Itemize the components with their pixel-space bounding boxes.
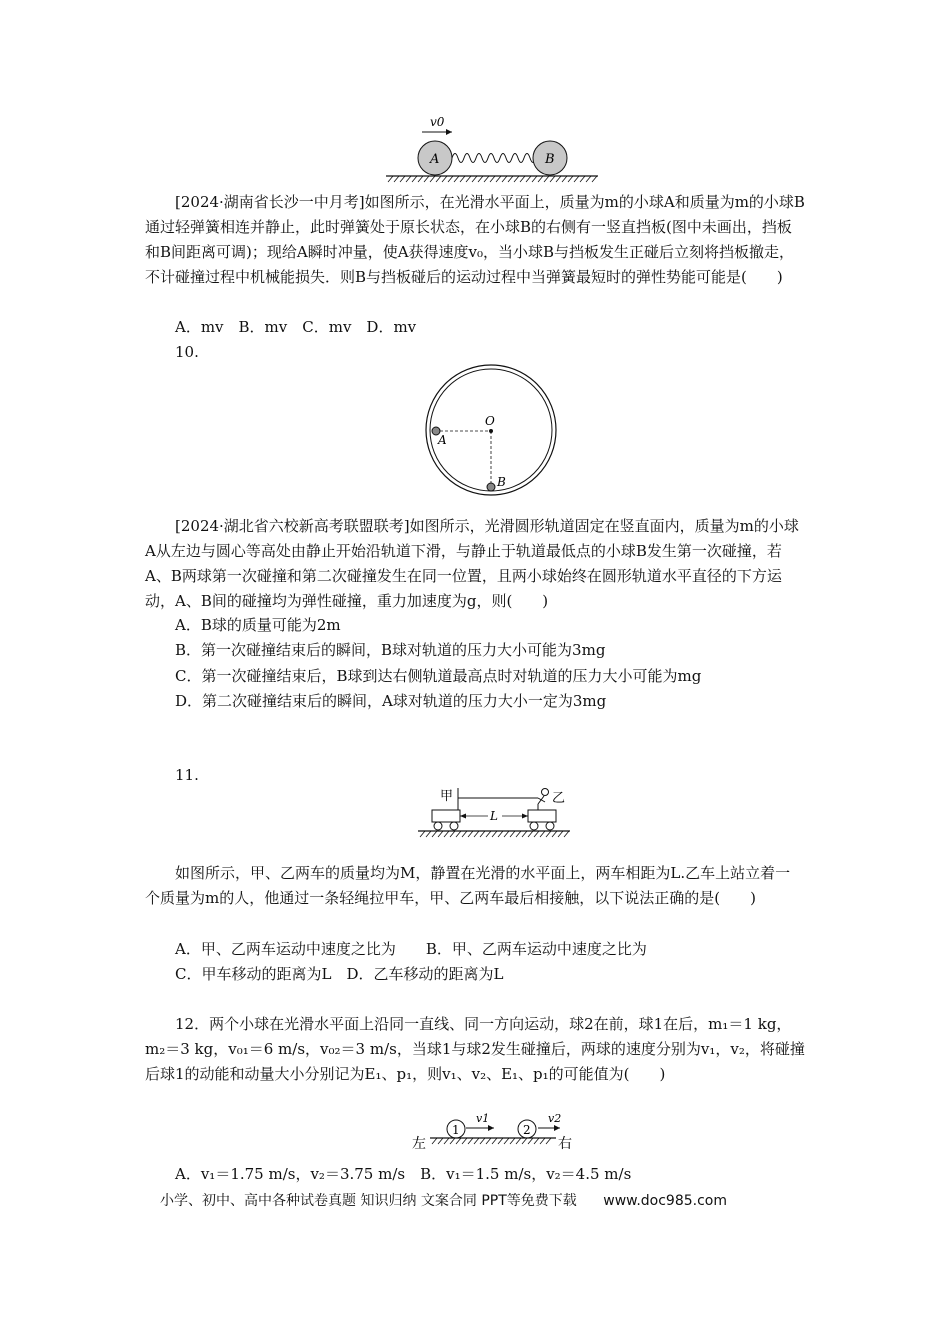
fig12-ball-1-label: 1 [452,1123,460,1137]
fig12-ball-2-label: 2 [523,1123,531,1137]
q10-option-b: B．第一次碰撞结束后的瞬间，B球对轨道的压力大小可能为3mg [175,641,606,659]
fig11-cart-jia [432,810,460,822]
fig11-jia-label: 甲 [440,789,454,804]
fig1-spring [452,154,542,163]
fig11-l-label: L [490,809,498,823]
fig12-v1-label: v1 [476,1112,490,1125]
fig10-center-dot [489,429,493,433]
figure-circular-track [424,362,558,498]
q11-number: 11. [175,766,199,784]
q9-stem: [2024·湖南省长沙一中月考]如图所示，在光滑水平面上，质量为m的小球A和质量为m的小球B通过轻弹簧相连并静止，此时弹簧处于原长状态，在小球B的右侧有一竖直挡板(图中未画出，挡板和B间距离可调)；现给A瞬时冲量，使A获得速度v₀，当小球B与挡板发生正碰后立刻将挡板撤走，不计碰撞过程中机械能损失．则B与挡板碰后的运动过程中当弹簧最短时的弹性势能可能是( ) [145,193,805,286]
q11-options-line1: A．甲、乙两车运动中速度之比为 B．甲、乙两车运动中速度之比为 [175,940,647,958]
q10-stem: [2024·湖北省六校新高考联盟联考]如图所示，光滑圆形轨道固定在竖直面内，质量为m的小球A从左边与圆心等高处由静止开始沿轨道下滑，与静止于轨道最低点的小球B发生第一次碰撞，若A、B两球第一次碰撞和第二次碰撞发生在同一位置，且两小球始终在圆形轨道水平直径的下方运动，A、B间的碰撞均为弹性碰撞，重力加速度为g，则( ) [145,517,799,610]
fig1-a-label: A [430,152,440,167]
fig10-ball-b [487,483,495,491]
q11-stem: 如图所示，甲、乙两车的质量均为M，静置在光滑的水平面上，两车相距为L.乙车上站立着一个质量为m的人，他通过一条轻绳拉甲车，甲、乙两车最后相接触，以下说法正确的是( ) [145,864,791,907]
figure-two-carts [414,784,574,840]
fig11-cart-yi [528,810,556,822]
q10-option-a: A．B球的质量可能为2m [175,616,341,634]
fig12-v2-label: v2 [548,1112,562,1125]
fig12-right-label: 右 [558,1136,572,1152]
q12-option-a: A．v₁＝1.75 m/s，v₂＝3.75 m/s B．v₁＝1.5 m/s，v₂＝4.5 m/s [175,1165,632,1183]
fig1-b-label: B [545,152,555,167]
q10-option-c: C．第一次碰撞结束后，B球到达右侧轨道最高点时对轨道的压力大小可能为mg [175,667,702,685]
footer-text: 小学、初中、高中各种试卷真题 知识归纳 文案合同 PPT等免费下载 [160,1193,577,1209]
footer [160,1190,727,1210]
fig12-left-label: 左 [412,1136,426,1152]
fig11-yi-label: 乙 [552,791,566,806]
q12-stem: 12．两个小球在光滑水平面上沿同一直线、同一方向运动，球2在前，球1在后，m₁＝1 kg，m₂＝3 kg，v₀₁＝6 m/s，v₀₂＝3 m/s，当球1与球2发生碰撞后，两球的速度分别为v₁，v₂，将碰撞后球1的动能和动量大小分别记为E₁、p₁，则v₁、v₂、E₁、p₁的可能值为( ) [145,1015,805,1083]
q10-option-d: D．第二次碰撞结束后的瞬间，A球对轨道的压力大小一定为3mg [175,692,607,710]
q11-options-line2: C．甲车移动的距离为L D．乙车移动的距离为L [175,965,504,983]
q10-number: 10. [175,343,199,361]
fig10-b-label: B [497,475,506,489]
fig1-v0-label: v0 [430,115,445,129]
fig10-o-label: O [485,414,495,428]
figure-two-balls-collision [410,1108,580,1152]
q9-options: A．mv B．mv C．mv D．mv [175,318,417,336]
fig10-a-label: A [438,433,447,447]
fig11-person-head [542,789,549,796]
figure-spring-balls [380,112,605,184]
footer-url[interactable]: www.doc985.com [603,1193,727,1209]
